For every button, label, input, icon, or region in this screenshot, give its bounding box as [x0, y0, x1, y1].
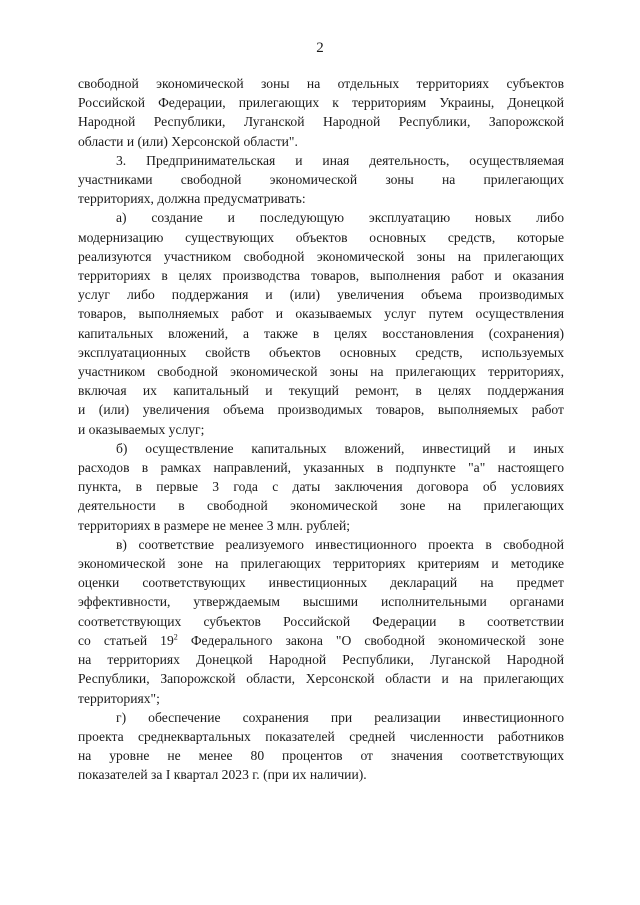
- citation-text: со статьей 19: [78, 632, 174, 648]
- text-line: экономической зоне на прилегающих территориях критериям и методике: [78, 556, 564, 572]
- text-line: капитальных вложений, а также в целях восстановления (сохранения): [78, 325, 564, 341]
- text-line: проекта среднеквартальных показателей средней численности работников: [78, 728, 564, 744]
- text-line: территориях, должна предусматривать:: [78, 191, 306, 207]
- text-line: территориях в целях производства товаров, выполнения работ и оказания: [78, 268, 564, 284]
- subparagraph-a: [78, 208, 564, 438]
- text-line: территориях в размере не менее 3 млн. рублей;: [78, 517, 351, 533]
- subparagraph-g: [78, 708, 564, 785]
- text-line: оценки соответствующих инвестиционных деклараций на предмет: [78, 575, 564, 591]
- paragraph-intro-continuation: [78, 74, 564, 151]
- text-line: г) обеспечение сохранения при реализации инвестиционного: [116, 709, 564, 725]
- text-line: модернизацию существующих объектов основных средств, которые: [78, 229, 564, 245]
- text-line: включая их капитальный и текущий ремонт, в целях поддержания: [78, 383, 564, 399]
- subparagraph-b: [78, 439, 564, 535]
- text-line: территориях";: [78, 690, 160, 706]
- text-line-citation: [78, 631, 564, 650]
- page-number: 2: [316, 40, 324, 56]
- text-line: расходов в рамках направлений, указанных в подпункте "а" настоящего: [78, 460, 564, 476]
- text-line: деятельности в свободной экономической зоне на прилегающих: [78, 498, 564, 514]
- text-line: в) соответствие реализуемого инвестиционного проекта в свободной: [116, 536, 564, 552]
- text-line: на территориях Донецкой Народной Республики, Луганской Народной: [78, 652, 564, 668]
- text-line: области и (или) Херсонской области".: [78, 133, 298, 149]
- text-line: участником свободной экономической зоны на прилегающих территориях,: [78, 364, 564, 380]
- text-line: на уровне не менее 80 процентов от значения соответствующих: [78, 748, 564, 764]
- text-line: пункта, в первые 3 года с даты заключения договора об условиях: [78, 479, 564, 495]
- document-body: [78, 74, 564, 785]
- paragraph-item-3: [78, 151, 564, 209]
- subparagraph-v: [78, 535, 564, 708]
- text-line: участниками свободной экономической зоны на прилегающих: [78, 172, 564, 188]
- text-line: услуг либо поддержания и (или) увеличения объема производимых: [78, 287, 564, 303]
- text-line: товаров, выполняемых работ и оказываемых услуг путем осуществления: [78, 306, 564, 322]
- text-line: эксплуатационных свойств объектов основных средств, используемых: [78, 344, 564, 360]
- text-line: и (или) увеличения объема производимых товаров, выполняемых работ: [78, 402, 564, 418]
- text-line: соответствующих субъектов Российской Федерации в соответствии: [78, 613, 564, 629]
- text-line: показателей за I квартал 2023 г. (при их наличии).: [78, 767, 367, 783]
- text-line: 3. Предпринимательская и иная деятельность, осуществляемая: [116, 152, 564, 168]
- text-line: эффективности, утверждаемым высшими исполнительными органами: [78, 594, 564, 610]
- citation-text-rest: Федерального закона "О свободной экономической зоне: [177, 632, 564, 648]
- text-line: и оказываемых услуг;: [78, 421, 205, 437]
- text-line: свободной экономической зоны на отдельных территориях субъектов: [78, 76, 564, 91]
- text-line: Российской Федерации, прилегающих к территориям Украины, Донецкой: [78, 95, 564, 111]
- text-line: Народной Республики, Луганской Народной Республики, Запорожской: [78, 114, 564, 130]
- text-line: б) осуществление капитальных вложений, инвестиций и иных: [116, 440, 564, 456]
- article-superscript: 2: [173, 632, 178, 642]
- text-line: а) создание и последующую эксплуатацию новых либо: [116, 210, 564, 226]
- text-line: реализуются участником свободной экономической зоны на прилегающих: [78, 248, 564, 264]
- text-line: Республики, Запорожской области, Херсонской области и на прилегающих: [78, 671, 564, 687]
